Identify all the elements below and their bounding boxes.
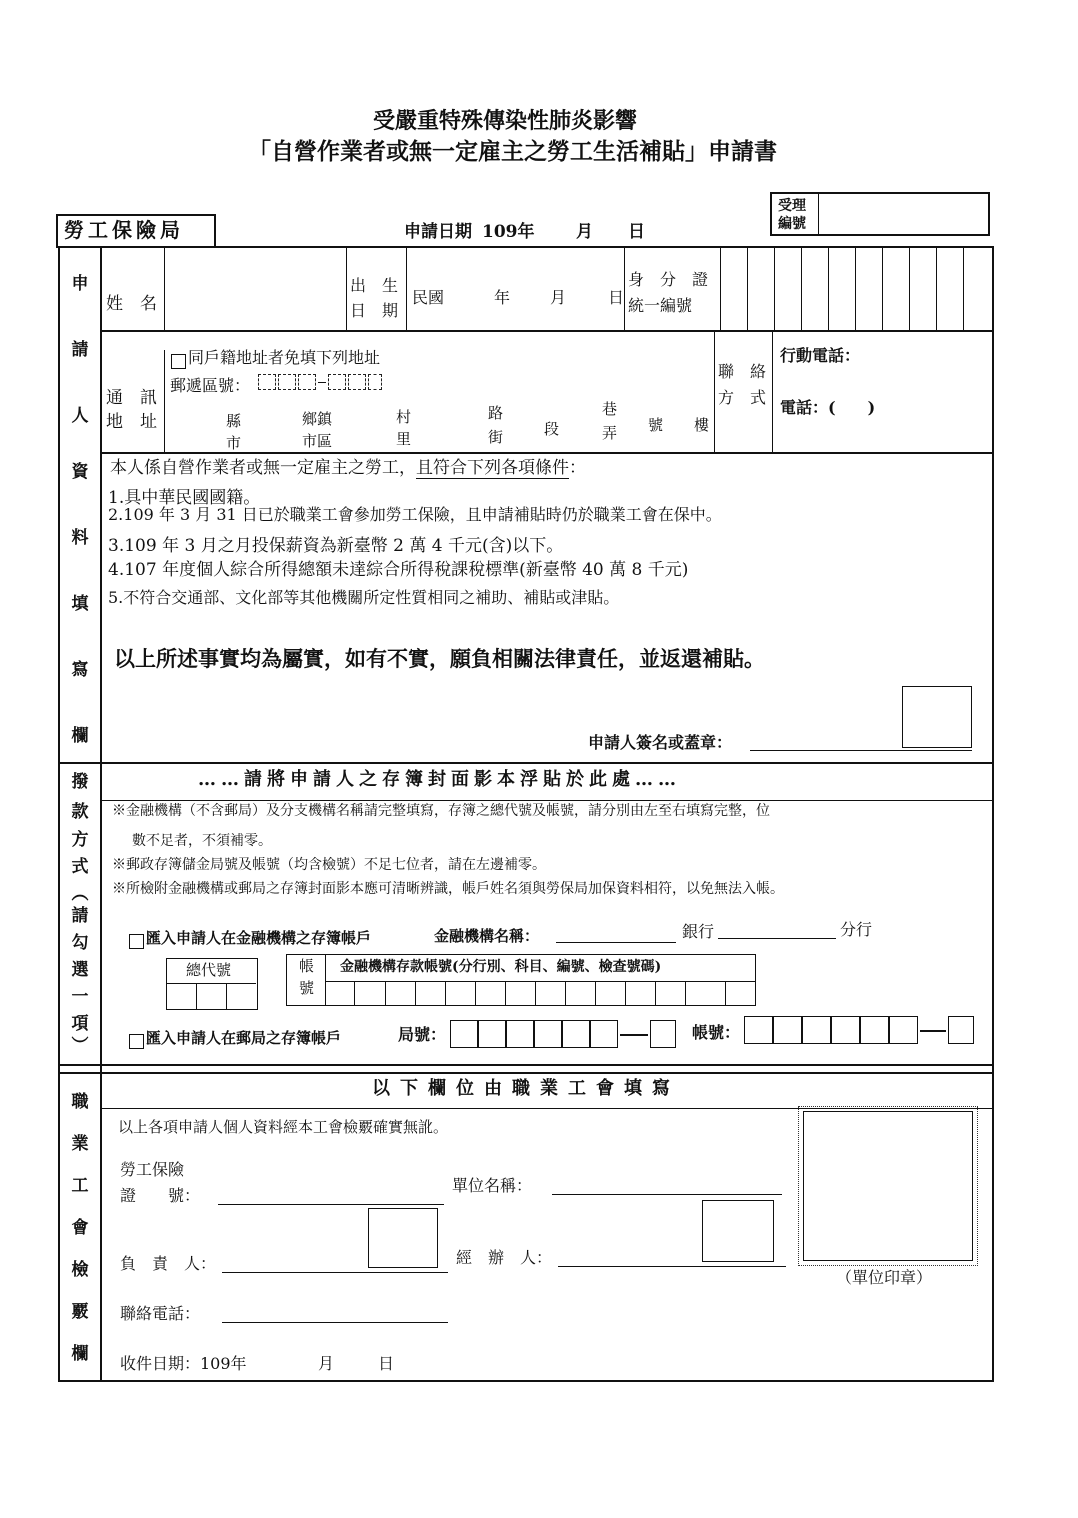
address-label-2: 地 址 [106, 412, 157, 432]
signature-seal-box[interactable] [902, 686, 972, 748]
name-field[interactable] [166, 250, 344, 328]
unit-name-label: 單位名稱： [452, 1176, 533, 1195]
condition-2: 2.109 年 3 月 31 日已於職業工會參加勞工保險，且申請補貼時仍於職業工會在保中。 [108, 505, 722, 524]
responsible-seal-box[interactable] [368, 1208, 438, 1268]
birth-era: 民國 [412, 288, 445, 307]
seal-label: （單位印章） [836, 1268, 933, 1287]
mobile-label: 行動電話： [780, 346, 861, 365]
apply-date-month: 月 [576, 222, 593, 242]
handler-field[interactable] [558, 1266, 786, 1267]
bank-option-checkbox[interactable] [129, 934, 144, 949]
bureau-name: 勞工保險局 [64, 218, 184, 242]
addr-number: 號 [648, 416, 664, 434]
post-option-label: 匯入申請人在郵局之存簿帳戶 [146, 1029, 342, 1047]
addr-li: 里 [396, 430, 412, 448]
addr-street: 街 [488, 428, 504, 446]
same-address-option: 同戶籍地址者免填下列地址 [188, 348, 381, 367]
handler-label: 經 辦 人： [456, 1248, 553, 1267]
post-account-label: 帳號： [692, 1023, 741, 1042]
title-line-1: 受嚴重特殊傳染性肺炎影響 [373, 108, 638, 134]
union-verify-text: 以上各項申請人個人資料經本工會檢覈確實無訛。 [118, 1118, 449, 1136]
side-label-payment: 撥 款 方 式 ︵ 請 勾 選 一 項 ︶ [71, 772, 89, 1056]
post-account-cells[interactable] [744, 1016, 976, 1044]
payment-note-1: ※金融機構（不含郵局）及分支機構名稱請完整填寫，存簿之總代號及帳號，請分別由左至右填寫完整，位 [112, 803, 770, 819]
union-phone-label: 聯絡電話： [120, 1304, 201, 1323]
condition-4: 4.107 年度個人綜合所得總額未達綜合所得稅課稅標準(新臺幣 40 萬 8 千元) [108, 560, 689, 580]
birth-year: 年 [494, 288, 511, 307]
signature-field[interactable] [750, 750, 972, 751]
addr-lane: 巷 [602, 400, 618, 418]
post-office-no-label: 局號： [398, 1025, 447, 1044]
addr-village: 村 [396, 408, 412, 426]
union-seal-box[interactable] [798, 1106, 978, 1266]
postal-label: 郵遞區號： [170, 376, 251, 395]
birth-label-2: 日 期 [350, 301, 399, 320]
bank-name-label: 金融機構名稱： [434, 927, 540, 945]
union-phone-field[interactable] [222, 1322, 448, 1323]
account-desc: 金融機構存款帳號(分行別、科目、編號、檢查號碼) [340, 959, 662, 975]
addr-township: 鄉鎮 [302, 410, 333, 428]
cert-no-field[interactable] [218, 1204, 444, 1205]
apply-date-day: 日 [628, 222, 645, 242]
unit-name-field[interactable] [552, 1194, 782, 1195]
condition-3: 3.109 年 3 月之月投保薪資為新臺幣 2 萬 4 千元(含)以下。 [108, 536, 564, 556]
receive-day: 日 [378, 1354, 395, 1373]
post-office-no-cells[interactable] [450, 1020, 678, 1048]
name-label: 姓 名 [106, 294, 157, 314]
cert-no-label: 證 號： [120, 1186, 201, 1205]
id-number-cells[interactable] [720, 248, 992, 330]
condition-1: 1.具中華民國國籍。 [108, 488, 261, 508]
id-label-2: 統一編號 [628, 296, 693, 315]
post-option-checkbox[interactable] [129, 1034, 144, 1049]
addr-district: 市區 [302, 432, 333, 450]
declaration-intro: 本人係自營作業者或無一定雇主之勞工，且符合下列各項條件： [110, 458, 586, 478]
apply-date-label: 申請日期 [404, 222, 472, 242]
id-label-1: 身 分 證 [628, 270, 709, 289]
addr-floor: 樓 [694, 416, 710, 434]
bank-name-field[interactable] [556, 942, 676, 943]
bank-label: 銀行 [682, 922, 715, 941]
payment-note-1b: 數不足者，不須補零。 [132, 833, 272, 849]
receive-date-label: 收件日期：109年 [120, 1354, 247, 1373]
title-line-2: 「自營作業者或無一定雇主之勞工生活補貼」申請書 [248, 138, 777, 165]
contact-label-2: 方 式 [718, 388, 767, 407]
apply-date-year: 109年 [482, 222, 535, 242]
side-label-applicant: 申 請 人 資 料 填 寫 欄 [71, 274, 89, 746]
receive-month: 月 [318, 1354, 335, 1373]
side-label-union: 職 業 工 會 檢 覈 欄 [71, 1092, 89, 1364]
address-label-1: 通 訊 [106, 388, 157, 408]
bank-option-label: 匯入申請人在金融機構之存簿帳戶 [146, 929, 372, 947]
account-label-2: 號 [299, 979, 315, 997]
affirmation: 以上所述事實均為屬實，如有不實，願負相關法律責任，並返還補貼。 [114, 646, 765, 671]
union-header: 以下欄位由職業工會填寫 [372, 1078, 680, 1099]
insurance-label: 勞工保險 [120, 1160, 185, 1179]
branch-label: 分行 [840, 920, 873, 939]
same-address-checkbox[interactable] [171, 354, 186, 369]
addr-section: 段 [544, 420, 560, 438]
handler-seal-box[interactable] [702, 1200, 774, 1262]
birth-label-1: 出 生 [350, 276, 399, 295]
accept-no-label-1: 受理 [778, 198, 806, 214]
addr-city: 市 [226, 434, 242, 452]
contact-label-1: 聯 絡 [718, 362, 767, 381]
addr-road: 路 [488, 404, 504, 422]
accept-no-label-2: 編號 [778, 216, 806, 232]
responsible-field[interactable] [222, 1272, 448, 1273]
phone-label: 電話：( ) [780, 398, 876, 417]
signature-label: 申請人簽名或蓋章： [588, 733, 733, 752]
responsible-label: 負 責 人： [120, 1254, 217, 1273]
birth-date-field[interactable] [450, 252, 620, 326]
address-field[interactable] [168, 396, 712, 450]
mobile-field[interactable] [870, 344, 988, 370]
birth-month: 月 [550, 288, 567, 307]
addr-alley: 弄 [602, 424, 618, 442]
paste-note: ……請將申請人之存簿封面影本浮貼於此處…… [198, 769, 681, 790]
payment-note-3: ※所檢附金融機構或郵局之存簿封面影本應可清晰辨識，帳戶姓名須與勞保局加保資料相符，以免無法入帳。 [112, 881, 784, 897]
phone-field[interactable] [880, 396, 988, 422]
addr-county: 縣 [226, 412, 242, 430]
condition-5: 5.不符合交通部、文化部等其他機關所定性質相同之補助、補貼或津貼。 [108, 588, 620, 607]
payment-note-2: ※郵政存簿儲金局號及帳號（均含檢號）不足七位者，請在左邊補零。 [112, 857, 546, 873]
total-code-label: 總代號 [186, 961, 232, 979]
branch-name-field[interactable] [718, 938, 836, 939]
account-label-1: 帳 [299, 957, 315, 975]
postal-code-cells[interactable] [258, 374, 382, 390]
birth-day: 日 [608, 288, 625, 307]
